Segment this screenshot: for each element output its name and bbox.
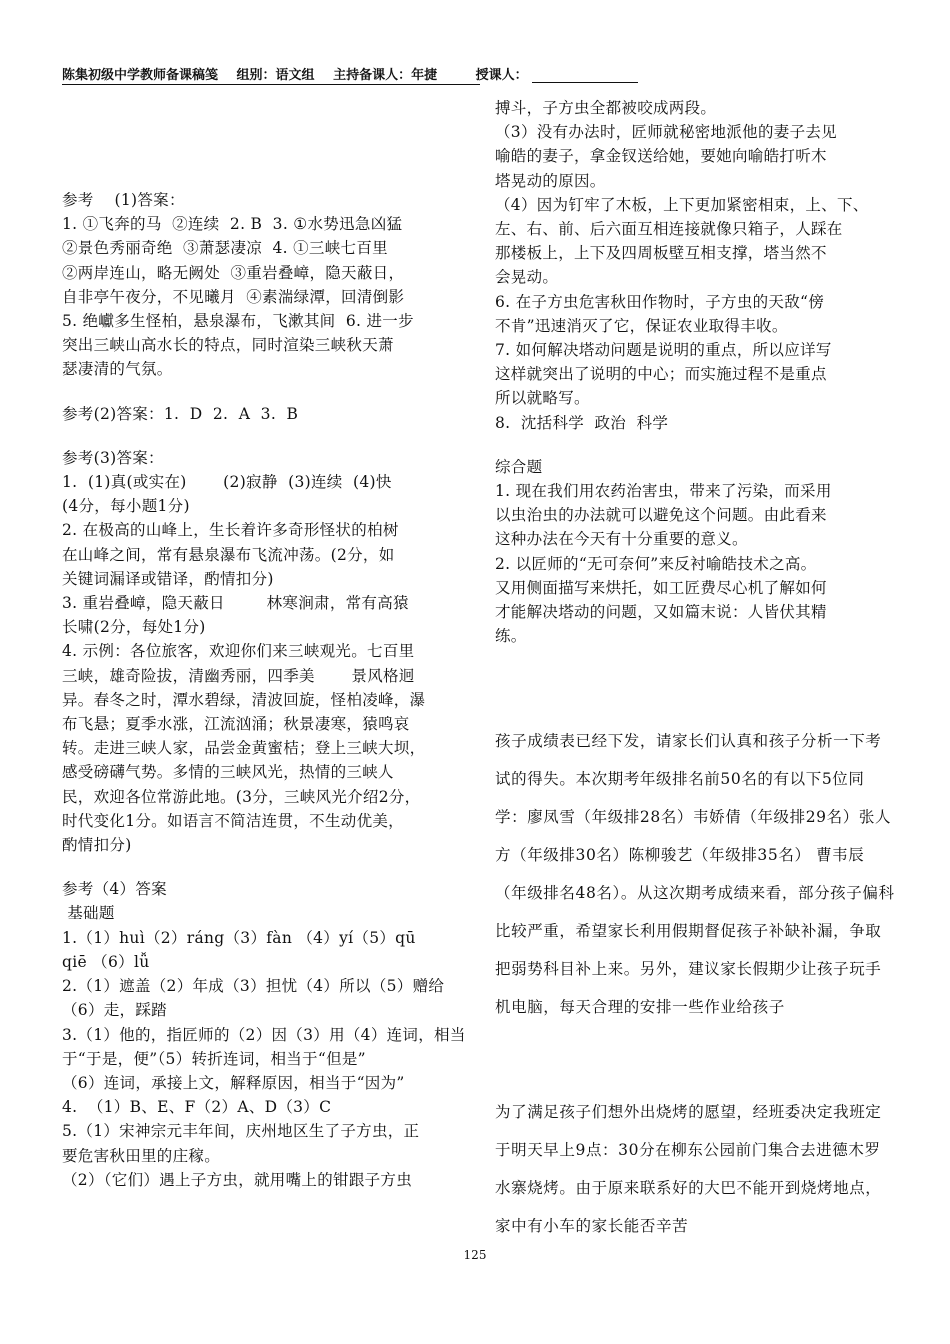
paragraph-gap [495, 435, 905, 455]
answer-line: 塔晃动的原因。 [495, 171, 606, 190]
answer-line: 参考 (1)答案： [62, 191, 185, 209]
page-header [62, 64, 892, 83]
answer-line: 4. 示例：各位旅客，欢迎你们来三峡观光。七百里 [62, 642, 415, 661]
answer-line: 突出三峡山高水长的特点，同时渲染三峡秋天萧 [62, 336, 394, 355]
answer-line: （6）走，踩踏 [62, 1001, 167, 1020]
answer-line: 2. 在极高的山峰上，生长着许多奇形怪状的柏树 [62, 521, 399, 540]
answer-line: 1. (1)真(或实在) (2)寂静 (3)连续 (4)快 [62, 473, 392, 492]
answer-line: 2. 以匠师的“无可奈何”来反衬喻皓技术之高。 [495, 554, 817, 573]
group-label: 组别：语文组 [236, 68, 315, 83]
answer-line: 6. 在子方虫危害秋田作物时，子方虫的天敌“傍 [495, 292, 825, 311]
answer-line: (4分，每小题1分) [62, 497, 190, 516]
answer-line: 参考(3)答案： [62, 448, 164, 467]
answer-line: 瑟凄清的气氛。 [62, 360, 173, 379]
answer-line: 5.（1）宋神宗元丰年间，庆州地区生了子方虫，正 [62, 1122, 420, 1141]
answer-line: ②两岸连山，略无阙处 ③重岩叠嶂，隐天蔽日， [62, 263, 405, 282]
paragraph-gap [62, 426, 472, 446]
answer-line: （6）连词，承接上文，解释原因，相当于“因为” [62, 1073, 405, 1092]
answer-line: 三峡，雄奇险拔，清幽秀丽，四季美 景风格迥 [62, 666, 415, 685]
parent-notice-grades: 孩子成绩表已经下发，请家长们认真和孩子分析一下考试的得失。本次期考年级排名前50名的有以下5位同学：廖凤雪（年级排28名）韦娇倩（年级排29名）张人方（年级排30名）陈柳骏艺（年级排35名） 曹韦辰（年级排名48名）。从这次期考成绩来看，部分孩子偏科比较严重，希望家长利用假期督促孩子补缺补漏，争取把弱势科目补上来。另外，建议家长假期少让孩子玩手机电脑，每天合理的安排一些作业给孩子 [495, 732, 895, 1016]
answer-line: 参考（4）答案 [62, 880, 167, 899]
answer-line: 异。春冬之时，潭水碧绿，清波回旋，怪柏凌峰，瀑 [62, 690, 426, 709]
answer-line: 以虫治虫的办法就可以避免这个问题。由此看来 [495, 506, 827, 525]
answer-line: 参考(2)答案：1. D 2. A 3. B [62, 404, 299, 423]
teacher-blank [532, 70, 638, 83]
answer-line: 7. 如何解决塔动问题是说明的重点，所以应详写 [495, 341, 832, 360]
teacher-label: 授课人： [475, 68, 528, 83]
answer-line: 又用侧面描写来烘托，如工匠费尽心机了解如何 [495, 578, 827, 597]
school-title: 陈集初级中学教师备课稿笺 [62, 68, 219, 83]
right-column-answers [495, 96, 905, 648]
host-label: 主持备课人：年捷 [333, 68, 438, 83]
answer-line: ②景色秀丽奇绝 ③萧瑟凄凉 4. ①三峡七百里 [62, 239, 388, 258]
answer-line: 4. （1）B、E、F（2）A、D（3）C [62, 1098, 332, 1117]
answer-line: 那楼板上，上下及四周板壁互相支撑，塔当然不 [495, 244, 827, 263]
answer-line: 这种办法在今天有十分重要的意义。 [495, 530, 748, 549]
page-number: 125 [463, 1248, 487, 1262]
answer-line: 于“于是，便”（5）转折连词，相当于“但是” [62, 1049, 366, 1068]
answer-line: 长啸(2分，每处1分) [62, 618, 206, 637]
answer-line: 1. 现在我们用农药治害虫，带来了污染，而采用 [495, 482, 832, 501]
answer-line: 才能解决塔动的问题，又如篇末说：人皆伏其精 [495, 603, 827, 622]
answer-line: 左、右、前、后六面互相连接就像只箱子，人踩在 [495, 220, 843, 239]
left-column-answers [62, 188, 472, 1192]
paragraph-gap [62, 382, 472, 402]
answer-line: （4）因为钉牢了木板，上下更加紧密相束，上、下、 [495, 195, 869, 214]
answer-line: 布飞悬；夏季水涨，江流汹涌；秋景凄寒，猿鸣哀 [62, 715, 410, 734]
answer-line: 所以就略写。 [495, 389, 590, 408]
answer-line: （3）没有办法时，匠师就秘密地派他的妻子去见 [495, 123, 837, 142]
answer-line: 5. 绝巘多生怪柏，悬泉瀑布，飞漱其间 6. 进一步 [62, 312, 414, 331]
answer-line: 时代变化1分。如语言不简洁连贯，不生动优美， [62, 811, 404, 830]
answer-line: 民，欢迎各位常游此地。(3分，三峡风光介绍2分， [62, 787, 421, 806]
answer-line: 2.（1）遮盖（2）年成（3）担忧（4）所以（5）赠给 [62, 977, 445, 996]
answer-line: 3.（1）他的，指匠师的（2）因（3）用（4）连词，相当 [62, 1025, 466, 1044]
answer-line: 搏斗，子方虫全都被咬成两段。 [495, 99, 717, 117]
answer-line: 酌情扣分) [62, 836, 132, 855]
answer-line: 8. 沈括科学 政治 科学 [495, 413, 669, 432]
answer-line: 会晃动。 [495, 268, 559, 287]
answer-line: 转。走进三峡人家，品尝金黄蜜桔；登上三峡大坝， [62, 739, 426, 758]
answer-line: （2）（它们）遇上子方虫，就用嘴上的钳跟子方虫 [62, 1170, 413, 1189]
answer-line: 关键词漏译或错译，酌情扣分) [62, 569, 274, 588]
answer-line: 1.（1）huì（2）ráng（3）fàn （4）yí（5）qū [62, 928, 416, 947]
answer-line: 3. 重岩叠嶂，隐天蔽日 林寒涧肃，常有高猿 [62, 594, 409, 613]
paragraph-gap [62, 857, 472, 877]
parent-notice-barbecue: 为了满足孩子们想外出烧烤的愿望，经班委决定我班定于明天早上9点：30分在柳东公园前门集合去进德木罗水寨烧烤。由于原来联系好的大巴不能开到烧烤地点，家中有小车的家长能否辛苦 [495, 1103, 882, 1235]
answer-line: 喻皓的妻子，拿金钗送给她，要她向喻皓打听木 [495, 147, 827, 166]
answer-line: 这样就突出了说明的中心；而实施过程不是重点 [495, 365, 827, 384]
answer-line: 要危害秋田里的庄稼。 [62, 1146, 221, 1165]
answer-line: 感受磅礴气势。多情的三峡风光，热情的三峡人 [62, 763, 394, 782]
answer-line: 在山峰之间，常有悬泉瀑布飞流冲荡。(2分，如 [62, 545, 395, 564]
answer-line: 练。 [495, 627, 527, 646]
answer-line: 1. ①飞奔的马 ②连续 2. B 3. ①水势迅急凶猛 [62, 215, 403, 234]
header-rule [62, 84, 480, 85]
answer-line: 自非亭午夜分，不见曦月 ④素湍绿潭，回清倒影 [62, 287, 405, 306]
answer-line: 综合题 [495, 457, 543, 476]
answer-line: qiē （6）lǚ [62, 952, 150, 971]
answer-line: 基础题 [62, 904, 115, 923]
answer-line: 不肯”迅速消灭了它，保证农业取得丰收。 [495, 316, 788, 335]
